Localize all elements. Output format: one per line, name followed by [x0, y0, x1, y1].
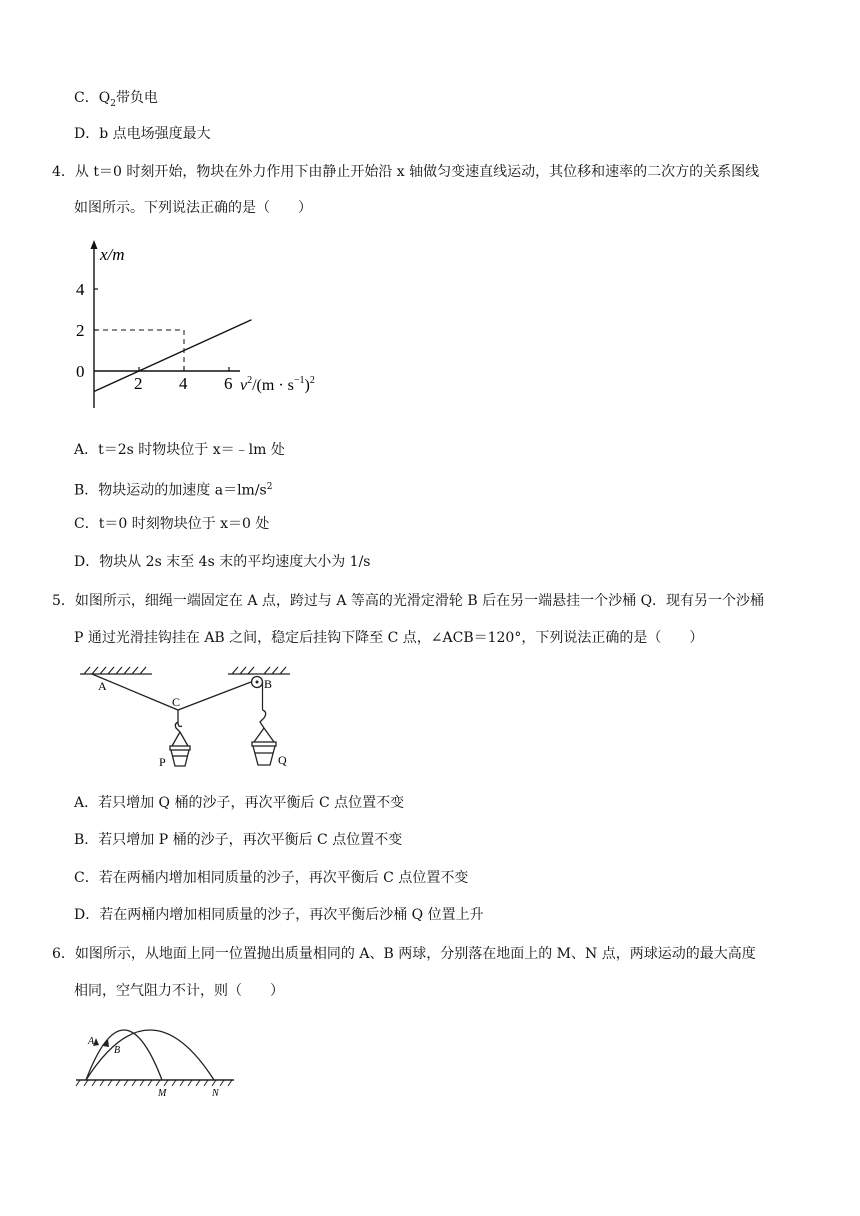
q4-option-d: D．物块从 2s 末至 4s 末的平均速度大小为 1/s [74, 554, 371, 570]
x-tick-label: 4 [179, 374, 188, 393]
q4-graph [62, 236, 352, 416]
y-tick-label: 0 [76, 362, 85, 381]
bucket-q [252, 728, 276, 765]
q5-stem-line1: 5．如图所示，细绳一端固定在 A 点，跨过与 A 等高的光滑定滑轮 B 后在另一端悬挂一个沙桶 Q．现有另一个沙桶 [52, 593, 765, 609]
y-axis-label: x/m [100, 245, 125, 264]
y-tick-label: 4 [76, 280, 85, 299]
q5-option-b: B．若只增加 P 桶的沙子，再次平衡后 C 点位置不变 [74, 832, 403, 848]
q3-option-d: D．b 点电场强度最大 [74, 126, 211, 142]
ceiling-left [80, 667, 152, 674]
q6-stem-line1: 6．如图所示，从地面上同一位置抛出质量相同的 A、B 两球，分别落在地面上的 M、N 点，两球运动的最大高度 [52, 946, 756, 962]
q5-option-d: D．若在两桶内增加相同质量的沙子，再次平衡后沙桶 Q 位置上升 [74, 907, 484, 923]
ground-hatch [76, 1080, 232, 1086]
label-c: C [172, 695, 181, 709]
q6-stem-line2: 相同，空气阻力不计，则（ ） [74, 983, 284, 999]
q5-option-a: A．若只增加 Q 桶的沙子，再次平衡后 C 点位置不变 [74, 795, 405, 811]
q5-option-c: C．若在两桶内增加相同质量的沙子，再次平衡后 C 点位置不变 [74, 870, 469, 886]
label-p: P [159, 755, 166, 769]
hook-q [260, 710, 266, 728]
q6-trajectory-figure [72, 1012, 242, 1102]
q4-option-a: A．t＝2s 时物块位于 x＝﹣lm 处 [74, 442, 285, 458]
label-q: Q [278, 753, 287, 767]
q4-option-b: B．物块运动的加速度 $a=lm/s^2$ [74, 482, 273, 499]
hook-c [175, 710, 182, 732]
q4-option-c: C．t＝0 时刻物块位于 x＝0 处 [74, 516, 270, 532]
q3-option-c: C．$Q_2$带负电 [74, 90, 158, 109]
q5-pulley-figure [72, 662, 302, 782]
ceiling-right [228, 667, 290, 674]
x-tick-label: 2 [134, 374, 143, 393]
label-b: B [264, 677, 273, 691]
trajectory-b [86, 1030, 214, 1080]
label-m: M [158, 1088, 167, 1099]
label-a: A [88, 1036, 95, 1047]
label-b: B [114, 1045, 121, 1056]
label-a: A [98, 679, 107, 693]
label-n: N [212, 1088, 219, 1099]
y-axis-arrow [91, 240, 98, 249]
q4-stem-line1: 4．从 t＝0 时刻开始，物块在外力作用下由静止开始沿 x 轴做匀变速直线运动，其位移和速率的二次方的关系图线 [52, 164, 760, 180]
bucket-p [170, 732, 190, 766]
x-tick-label: 6 [224, 374, 233, 393]
x-axis-label: $v^2/(m \cdot s^{-1})^2$ [240, 375, 315, 394]
q5-stem-line2: P 通过光滑挂钩挂在 AB 之间，稳定后挂钩下降至 C 点，∠ACB＝120°，下列说法正确的是（ ） [74, 630, 704, 646]
y-tick-label: 2 [76, 321, 85, 340]
q4-stem-line2: 如图所示。下列说法正确的是（ ） [74, 200, 312, 216]
